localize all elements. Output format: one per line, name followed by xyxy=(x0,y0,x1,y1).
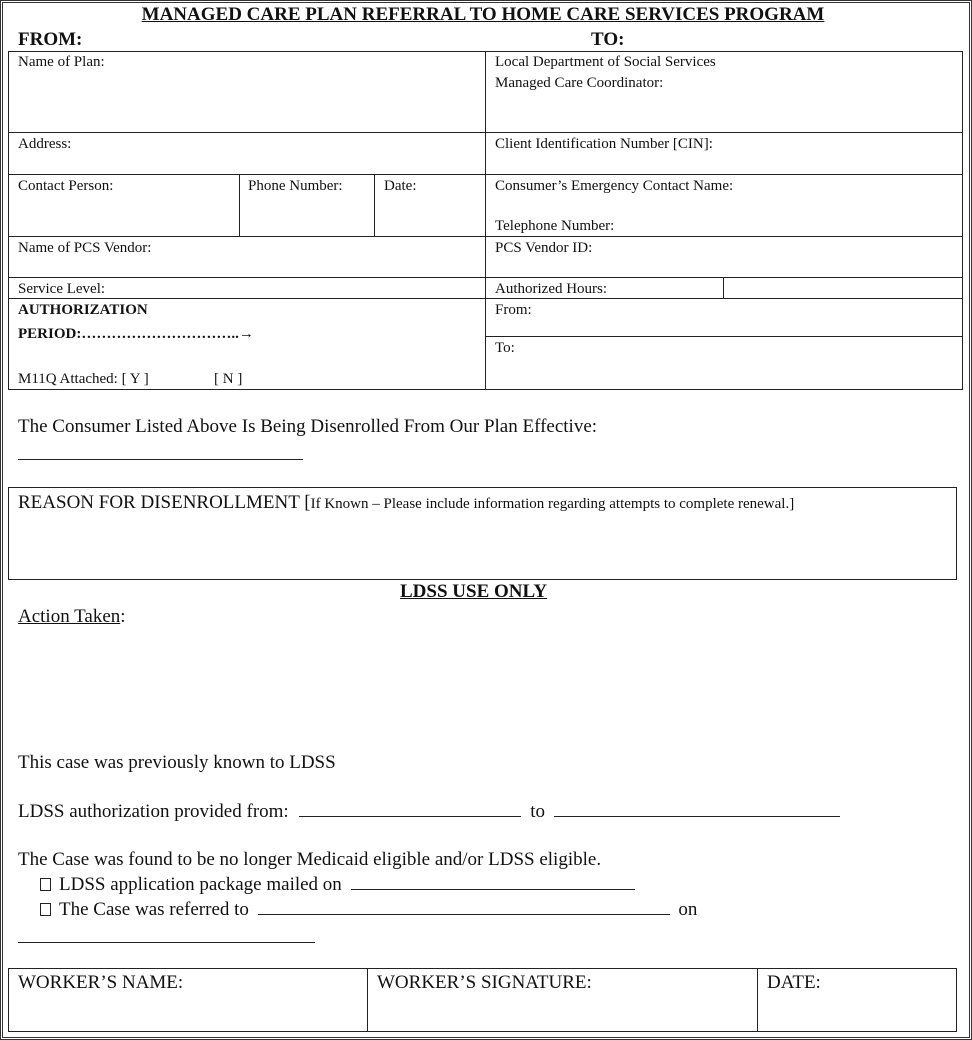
application-mailed-text: LDSS application package mailed on xyxy=(59,874,342,895)
case-referred-text: The Case was referred to xyxy=(59,899,249,920)
m11q-attached-yes[interactable]: M11Q Attached: [ Y ] xyxy=(18,371,149,387)
authorization-to-blank[interactable] xyxy=(554,801,840,817)
authorized-hours-label: Authorized Hours: xyxy=(495,281,608,297)
cin-label: Client Identification Number [CIN]: xyxy=(495,136,713,152)
mailed-on-blank[interactable] xyxy=(351,874,635,890)
authorization-label: AUTHORIZATION xyxy=(18,302,148,318)
managed-care-coordinator-label: Managed Care Coordinator: xyxy=(495,75,664,91)
worker-name-text: WORKER’S NAME xyxy=(18,972,178,993)
disenroll-statement: The Consumer Listed Above Is Being Disenrolled From Our Plan Effective: xyxy=(18,416,598,437)
case-referred-line xyxy=(40,899,697,921)
worker-name-label[interactable] xyxy=(18,972,183,994)
application-mailed-line xyxy=(40,874,635,896)
address-label: Address: xyxy=(18,136,72,152)
previously-known-text: This case was previously known to LDSS xyxy=(18,752,336,773)
authorization-to-text: to xyxy=(530,801,545,822)
referred-on-blank[interactable] xyxy=(18,942,315,943)
action-taken-colon: : xyxy=(120,606,126,627)
worker-signature-text: WORKER’S SIGNATURE xyxy=(377,972,587,993)
table-column-divider xyxy=(239,174,240,236)
from-heading: FROM: xyxy=(18,29,83,50)
reason-heading xyxy=(18,492,794,514)
pcs-vendor-name-label: Name of PCS Vendor: xyxy=(18,240,152,256)
authorization-from-label: From: xyxy=(495,302,532,318)
checkbox-icon[interactable] xyxy=(40,903,51,916)
not-eligible-text: The Case was found to be no longer Medicaid eligible and/or LDSS eligible. xyxy=(18,849,602,870)
phone-number-label: Phone Number: xyxy=(248,178,343,194)
table-column-divider xyxy=(374,174,375,236)
effective-date-blank[interactable] xyxy=(18,459,303,460)
authorization-period-label: PERIOD:…………………………..→ xyxy=(18,326,254,342)
authorization-from-blank[interactable] xyxy=(299,801,521,817)
worker-date-label[interactable]: DATE: xyxy=(767,972,821,993)
ldss-use-only-heading: LDSS USE ONLY xyxy=(400,581,548,602)
service-level-label: Service Level: xyxy=(18,281,106,297)
authorization-from-text: LDSS authorization provided from: xyxy=(18,801,289,822)
table-divider xyxy=(485,336,963,337)
pcs-vendor-id-label: PCS Vendor ID: xyxy=(495,240,593,256)
form-title: MANAGED CARE PLAN REFERRAL TO HOME CARE SERVICES PROGRAM xyxy=(141,4,825,25)
name-of-plan-label: Name of Plan: xyxy=(18,54,105,70)
m11q-attached-no[interactable]: [ N ] xyxy=(214,371,243,387)
action-taken-text: Action Taken xyxy=(18,606,121,627)
reason-note: If Known – Please include information regarding attempts to complete renewal.] xyxy=(310,496,795,512)
action-taken-label xyxy=(18,606,126,628)
worker-signature-label[interactable] xyxy=(377,972,592,994)
ldss-label: Local Department of Social Services xyxy=(495,54,716,70)
date-label: Date: xyxy=(384,178,417,194)
worker-table-divider xyxy=(367,968,368,1032)
checkbox-icon[interactable] xyxy=(40,878,51,891)
table-column-divider xyxy=(723,277,724,298)
table-column-divider xyxy=(485,51,486,390)
emergency-contact-label: Consumer’s Emergency Contact Name: xyxy=(495,178,734,194)
worker-table-divider xyxy=(757,968,758,1032)
telephone-number-label: Telephone Number: xyxy=(495,218,615,234)
referred-to-blank[interactable] xyxy=(258,899,670,915)
worker-name-colon: : xyxy=(177,972,184,993)
reason-heading-text: REASON FOR DISENROLLMENT [ xyxy=(18,492,311,513)
contact-person-label: Contact Person: xyxy=(18,178,114,194)
referred-on-text: on xyxy=(678,899,698,920)
authorization-to-label: To: xyxy=(495,340,515,356)
to-heading: TO: xyxy=(591,29,625,50)
ldss-authorization-line xyxy=(18,801,840,823)
worker-signature-colon: : xyxy=(586,972,592,993)
